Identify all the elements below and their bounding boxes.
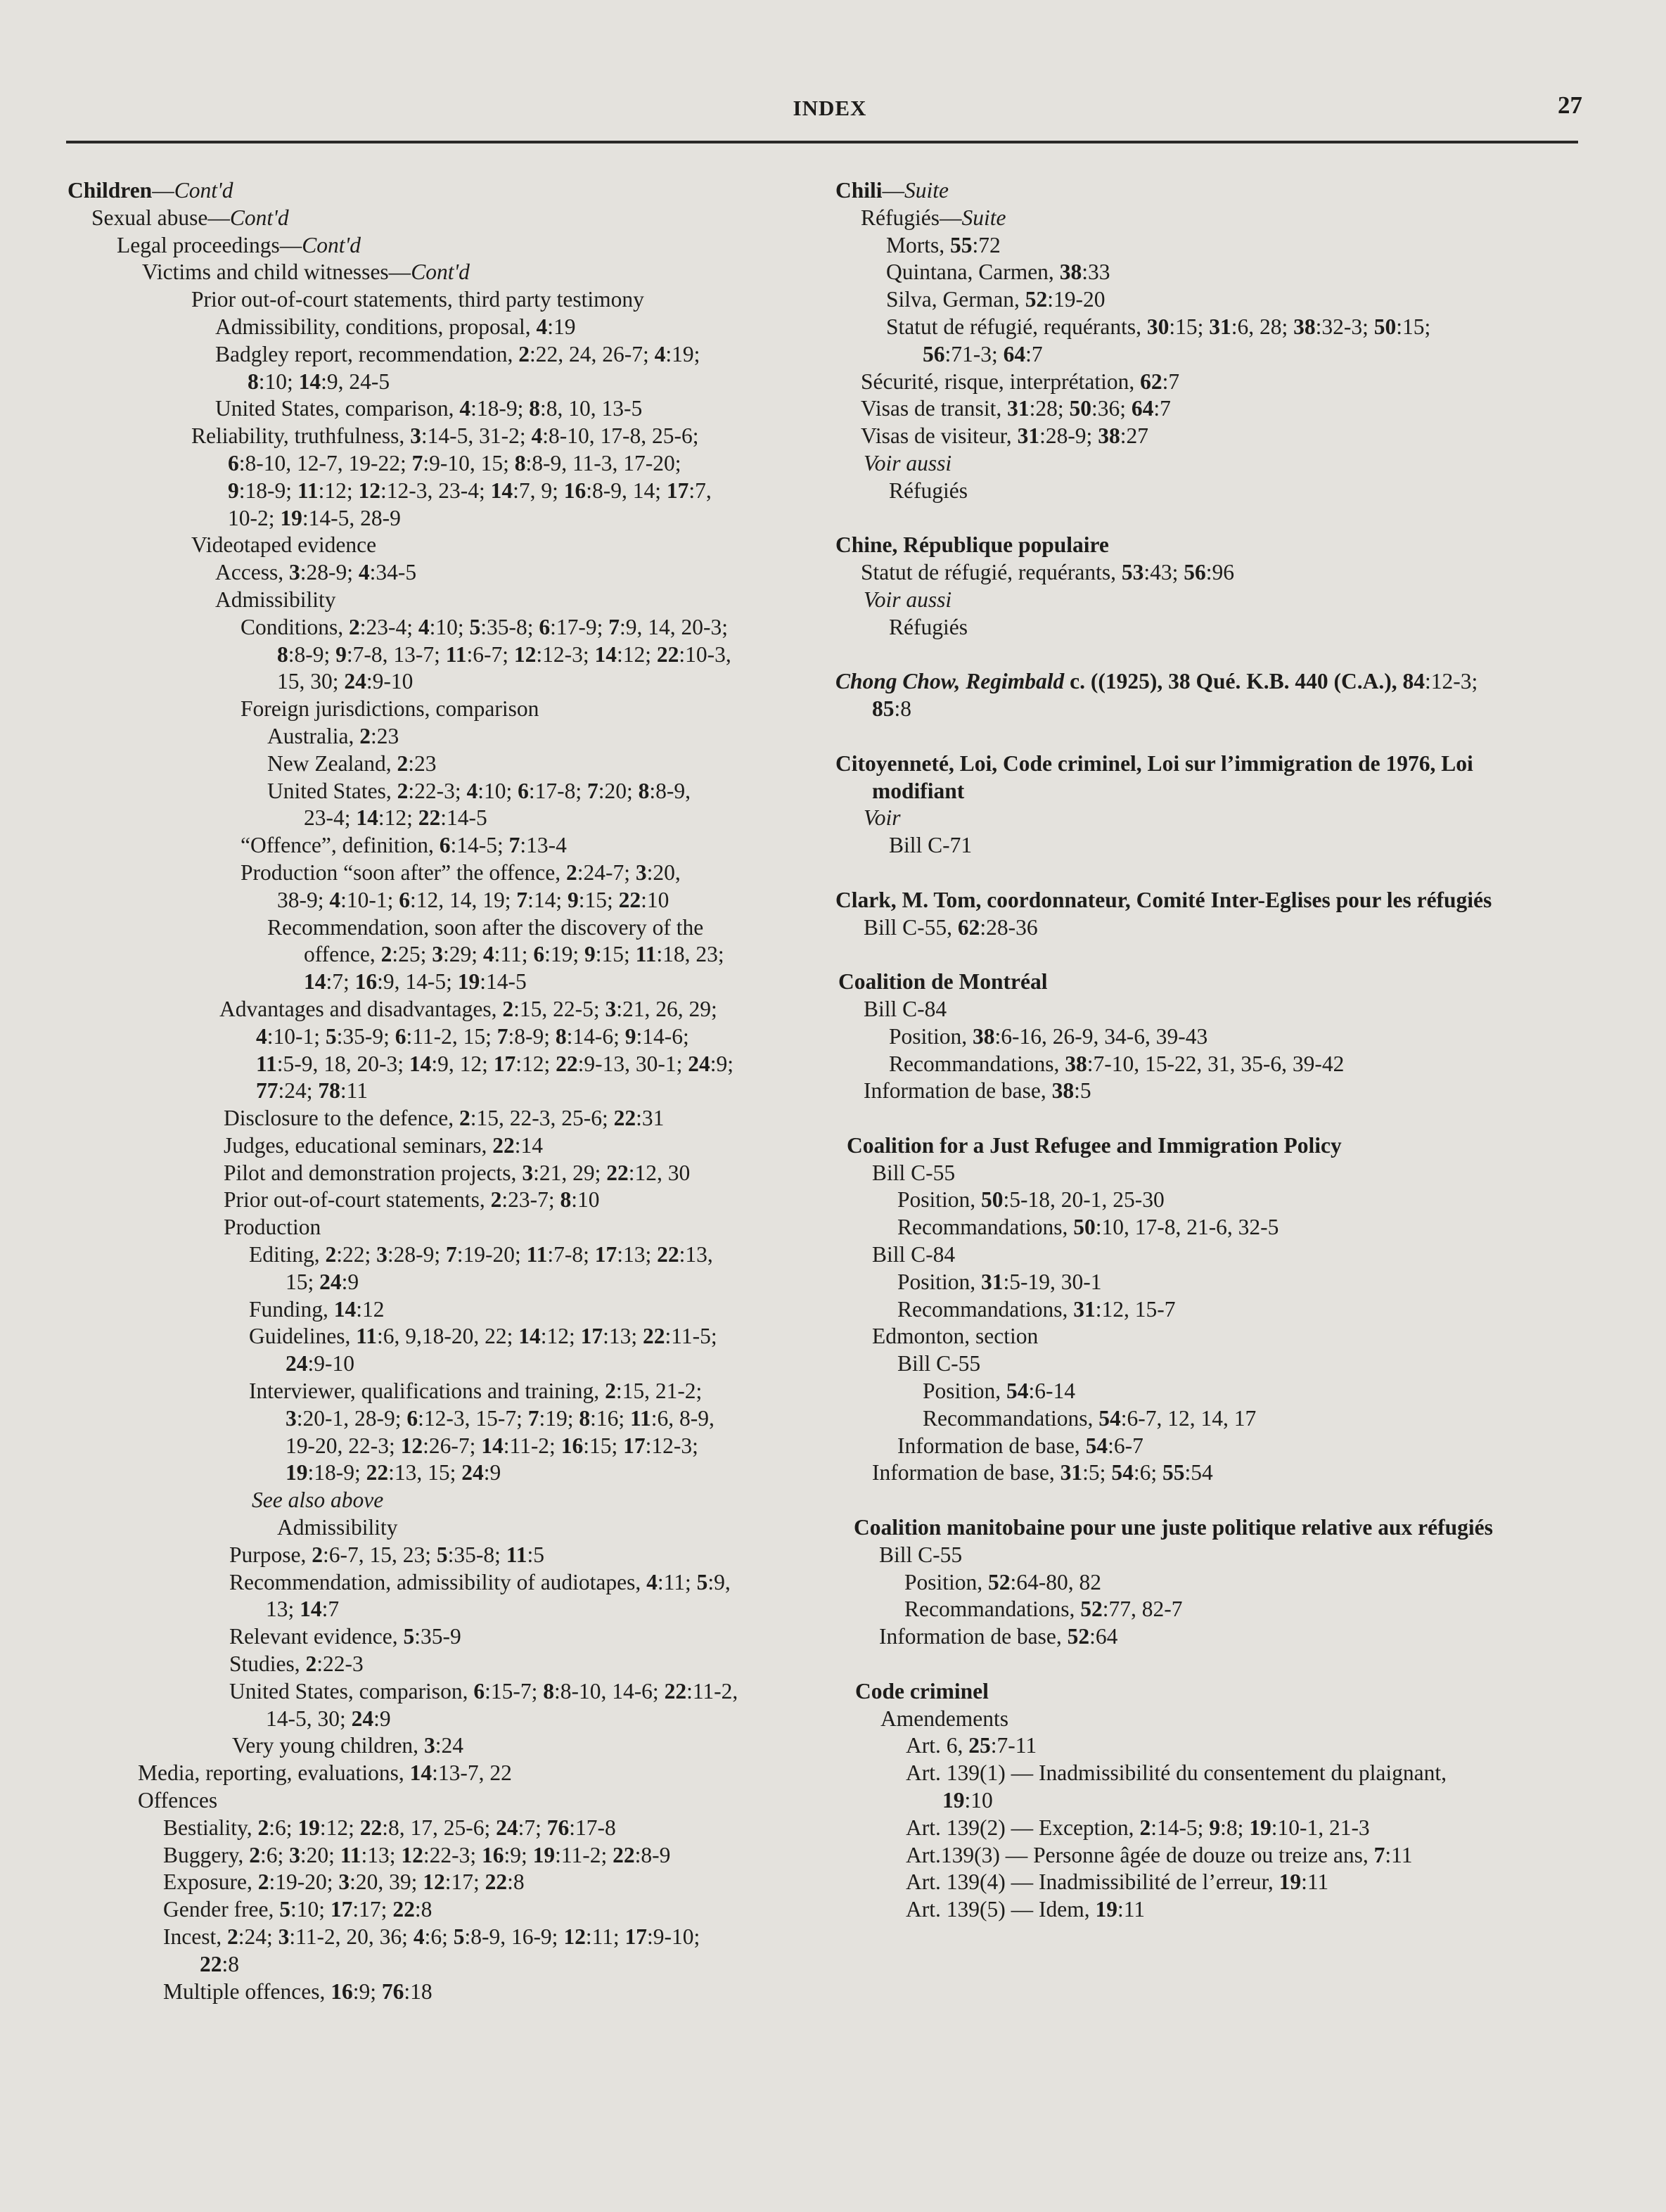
index-entry-line: Bill C-84 bbox=[864, 996, 947, 1021]
index-entry-line: Sexual abuse—Cont'd bbox=[91, 205, 289, 230]
index-entry-line: 14-5, 30; 24:9 bbox=[266, 1706, 391, 1731]
index-entry-line: Art. 139(1) — Inadmissibilité du consentement du plaignant, bbox=[906, 1760, 1447, 1786]
index-entry-line: Very young children, 3:24 bbox=[232, 1733, 463, 1758]
index-entry-line: Legal proceedings—Cont'd bbox=[117, 232, 361, 257]
index-entry-line: Exposure, 2:19-20; 3:20, 39; 12:17; 22:8 bbox=[163, 1869, 525, 1895]
index-entry-line: Citoyenneté, Loi, Code criminel, Loi sur l’immigration de 1976, Loi bbox=[835, 750, 1473, 776]
index-entry-line: Pilot and demonstration projects, 3:21, 29; 22:12, 30 bbox=[224, 1160, 691, 1185]
index-entry-line: Voir bbox=[864, 805, 901, 831]
index-entry-line: Advantages and disadvantages, 2:15, 22-5; 3:21, 26, 29; bbox=[219, 996, 717, 1021]
index-entry-line: Relevant evidence, 5:35-9 bbox=[229, 1624, 461, 1649]
index-entry-line: Réfugiés—Suite bbox=[861, 205, 1006, 230]
index-entry-line: 19-20, 22-3; 12:26-7; 14:11-2; 16:15; 17:12-3; bbox=[286, 1433, 698, 1458]
index-entry-line: 14:7; 16:9, 14-5; 19:14-5 bbox=[304, 969, 527, 995]
index-entry-line: Access, 3:28-9; 4:34-5 bbox=[215, 560, 417, 585]
index-entry-line: Admissibility bbox=[277, 1515, 398, 1540]
index-entry-line: “Offence”, definition, 6:14-5; 7:13-4 bbox=[241, 833, 567, 858]
index-entry-line: 9:18-9; 11:12; 12:12-3, 23-4; 14:7, 9; 16:8-9, 14; 17:7, bbox=[228, 478, 712, 503]
index-entry-line: modifiant bbox=[872, 778, 965, 803]
index-entry-line: Visas de visiteur, 31:28-9; 38:27 bbox=[861, 423, 1148, 449]
index-entry-line: Bill C-55, 62:28-36 bbox=[864, 914, 1038, 940]
index-entry-line: Position, 54:6-14 bbox=[923, 1379, 1076, 1404]
index-entry-line: Information de base, 54:6-7 bbox=[897, 1433, 1143, 1458]
index-entry-line: 13; 14:7 bbox=[266, 1597, 340, 1622]
entry-gap bbox=[835, 641, 1588, 669]
index-entry-line: Admissibility, conditions, proposal, 4:19 bbox=[215, 314, 576, 339]
index-entry-line: United States, 2:22-3; 4:10; 6:17-8; 7:20; 8:8-9, bbox=[267, 778, 691, 803]
index-entry-line: Art.139(3) — Personne âgée de douze ou treize ans, 7:11 bbox=[906, 1842, 1413, 1867]
index-entry-line: Offences bbox=[138, 1788, 218, 1813]
index-entry-line: Gender free, 5:10; 17:17; 22:8 bbox=[163, 1897, 432, 1922]
index-entry-line: Recommandations, 38:7-10, 15-22, 31, 35-6, 39-42 bbox=[889, 1051, 1345, 1076]
index-entry-line: New Zealand, 2:23 bbox=[267, 750, 437, 776]
index-entry-line: Art. 139(5) — Idem, 19:11 bbox=[906, 1897, 1146, 1922]
index-entry-line: Visas de transit, 31:28; 50:36; 64:7 bbox=[861, 396, 1171, 421]
index-entry-line: Foreign jurisdictions, comparison bbox=[241, 696, 539, 722]
index-entry-line: 6:8-10, 12-7, 19-22; 7:9-10, 15; 8:8-9, 11-3, 17-20; bbox=[228, 450, 681, 475]
index-entry-line: Chine, République populaire bbox=[835, 532, 1109, 558]
index-entry-line: 15; 24:9 bbox=[286, 1269, 359, 1294]
index-entry-line: 3:20-1, 28-9; 6:12-3, 15-7; 7:19; 8:16; 11:6, 8-9, bbox=[286, 1405, 715, 1431]
index-entry-line: 77:24; 78:11 bbox=[256, 1078, 368, 1104]
index-entry-line: Amendements bbox=[880, 1706, 1008, 1731]
index-entry-line: Purpose, 2:6-7, 15, 23; 5:35-8; 11:5 bbox=[229, 1542, 545, 1567]
index-column-left bbox=[68, 177, 841, 2005]
index-entry-line: Coalition for a Just Refugee and Immigration Policy bbox=[847, 1132, 1342, 1158]
entry-gap bbox=[835, 1487, 1588, 1514]
index-entry-line: Information de base, 31:5; 54:6; 55:54 bbox=[872, 1460, 1213, 1485]
index-entry-line: Recommandations, 31:12, 15-7 bbox=[897, 1296, 1176, 1322]
index-entry-line: Prior out-of-court statements, third party testimony bbox=[191, 287, 644, 312]
index-entry-line: Judges, educational seminars, 22:14 bbox=[224, 1132, 544, 1158]
index-entry-line: 85:8 bbox=[872, 696, 912, 722]
index-entry-line: 10-2; 19:14-5, 28-9 bbox=[228, 505, 401, 530]
index-entry-line: Position, 38:6-16, 26-9, 34-6, 39-43 bbox=[889, 1023, 1208, 1049]
index-entry-line: Buggery, 2:6; 3:20; 11:13; 12:22-3; 16:9; 19:11-2; 22:8-9 bbox=[163, 1842, 671, 1867]
index-entry-line: United States, comparison, 4:18-9; 8:8, 10, 13-5 bbox=[215, 396, 643, 421]
index-entry-line: Statut de réfugié, requérants, 53:43; 56:96 bbox=[861, 560, 1235, 585]
index-entry-line: Art. 139(2) — Exception, 2:14-5; 9:8; 19:10-1, 21-3 bbox=[906, 1815, 1370, 1840]
index-entry-line: Position, 50:5-18, 20-1, 25-30 bbox=[897, 1187, 1165, 1213]
index-entry-line: 23-4; 14:12; 22:14-5 bbox=[304, 805, 487, 831]
index-entry-line: 15, 30; 24:9-10 bbox=[277, 669, 414, 694]
index-entry-line: offence, 2:25; 3:29; 4:11; 6:19; 9:15; 11:18, 23; bbox=[304, 942, 724, 967]
index-entry-line: Production “soon after” the offence, 2:24-7; 3:20, bbox=[241, 859, 681, 885]
header-rule bbox=[66, 141, 1578, 143]
index-entry-line: Victims and child witnesses—Cont'd bbox=[142, 260, 470, 285]
index-entry-line: Chong Chow, Regimbald c. ((1925), 38 Qué. K.B. 440 (C.A.), 84:12-3; bbox=[835, 669, 1478, 694]
index-entry-line: 24:9-10 bbox=[286, 1351, 354, 1376]
index-entry-line: 56:71-3; 64:7 bbox=[923, 341, 1043, 366]
index-entry-line: Bill C-55 bbox=[872, 1160, 956, 1185]
index-entry-line: Bill C-55 bbox=[897, 1351, 981, 1376]
index-entry-line: 8:8-9; 9:7-8, 13-7; 11:6-7; 12:12-3; 14:12; 22:10-3, bbox=[277, 641, 731, 667]
index-entry-line: Incest, 2:24; 3:11-2, 20, 36; 4:6; 5:8-9, 16-9; 12:11; 17:9-10; bbox=[163, 1924, 700, 1949]
index-entry-line: 4:10-1; 5:35-9; 6:11-2, 15; 7:8-9; 8:14-6; 9:14-6; bbox=[256, 1023, 689, 1049]
index-entry-line: Reliability, truthfulness, 3:14-5, 31-2; 4:8-10, 17-8, 25-6; bbox=[191, 423, 699, 449]
index-entry-line: Bill C-84 bbox=[872, 1242, 956, 1267]
index-column-right bbox=[835, 177, 1588, 1924]
index-entry-line: 22:8 bbox=[200, 1951, 240, 1976]
index-entry-line: Disclosure to the defence, 2:15, 22-3, 25-6; 22:31 bbox=[224, 1106, 665, 1131]
index-entry-line: Position, 52:64-80, 82 bbox=[904, 1569, 1102, 1594]
page-header-title: INDEX bbox=[793, 96, 867, 120]
index-entry-line: Coalition manitobaine pour une juste politique relative aux réfugiés bbox=[854, 1515, 1493, 1540]
index-entry-line: Silva, German, 52:19-20 bbox=[886, 287, 1106, 312]
index-entry-line: Coalition de Montréal bbox=[838, 969, 1048, 995]
page-number: 27 bbox=[1558, 91, 1582, 119]
index-entry-line: Guidelines, 11:6, 9,18-20, 22; 14:12; 17:13; 22:11-5; bbox=[249, 1324, 717, 1349]
index-entry-line: 19:18-9; 22:13, 15; 24:9 bbox=[286, 1460, 501, 1485]
index-entry-line: Code criminel bbox=[855, 1678, 989, 1703]
index-entry-line: Information de base, 38:5 bbox=[864, 1078, 1091, 1104]
index-entry-line: Funding, 14:12 bbox=[249, 1296, 385, 1322]
index-entry-line: Recommandations, 50:10, 17-8, 21-6, 32-5 bbox=[897, 1215, 1279, 1240]
index-entry-line: Recommandations, 54:6-7, 12, 14, 17 bbox=[923, 1405, 1257, 1431]
index-entry-line: Statut de réfugié, requérants, 30:15; 31:6, 28; 38:32-3; 50:15; bbox=[886, 314, 1431, 339]
index-entry-line: Children—Cont'd bbox=[68, 178, 233, 203]
index-entry-line: Clark, M. Tom, coordonnateur, Comité Inter-Eglises pour les réfugiés bbox=[835, 887, 1492, 912]
index-entry-line: Admissibility bbox=[215, 587, 336, 612]
index-entry-line: Recommendation, admissibility of audiotapes, 4:11; 5:9, bbox=[229, 1569, 731, 1594]
index-entry-line: 19:10 bbox=[942, 1788, 993, 1813]
index-entry-line: Australia, 2:23 bbox=[267, 723, 399, 748]
index-entry-line: Voir aussi bbox=[864, 587, 952, 612]
index-entry-line: Réfugiés bbox=[889, 478, 968, 503]
index-entry-line: Recommendation, soon after the discovery of the bbox=[267, 914, 704, 940]
index-entry-line: 8:10; 14:9, 24-5 bbox=[248, 369, 390, 394]
index-entry-line: Bestiality, 2:6; 19:12; 22:8, 17, 25-6; 24:7; 76:17-8 bbox=[163, 1815, 616, 1840]
entry-gap bbox=[835, 505, 1588, 532]
index-entry-line: See also above bbox=[252, 1488, 384, 1513]
index-entry-line: Interviewer, qualifications and training, 2:15, 21-2; bbox=[249, 1379, 703, 1404]
index-entry-line: Information de base, 52:64 bbox=[879, 1624, 1118, 1649]
index-entry-line: Voir aussi bbox=[864, 450, 952, 475]
index-entry-line: Art. 6, 25:7-11 bbox=[906, 1733, 1037, 1758]
index-entry-line: Réfugiés bbox=[889, 614, 968, 639]
index-entry-line: United States, comparison, 6:15-7; 8:8-10, 14-6; 22:11-2, bbox=[229, 1678, 738, 1703]
index-entry-line: Production bbox=[224, 1215, 321, 1240]
index-entry-line: Edmonton, section bbox=[872, 1324, 1039, 1349]
entry-gap bbox=[835, 941, 1588, 968]
entry-gap bbox=[835, 723, 1588, 750]
entry-gap bbox=[835, 1105, 1588, 1132]
entry-gap bbox=[835, 859, 1588, 887]
index-entry-line: Media, reporting, evaluations, 14:13-7, 22 bbox=[138, 1760, 512, 1786]
index-entry-line: Videotaped evidence bbox=[191, 532, 377, 558]
index-entry-line: 11:5-9, 18, 20-3; 14:9, 12; 17:12; 22:9-13, 30-1; 24:9; bbox=[256, 1051, 734, 1076]
index-entry-line: Morts, 55:72 bbox=[886, 232, 1001, 257]
index-entry-line: Prior out-of-court statements, 2:23-7; 8:10 bbox=[224, 1187, 600, 1213]
index-entry-line: 38-9; 4:10-1; 6:12, 14, 19; 7:14; 9:15; 22:10 bbox=[277, 887, 669, 912]
index-entry-line: Badgley report, recommendation, 2:22, 24, 26-7; 4:19; bbox=[215, 341, 700, 366]
index-entry-line: Multiple offences, 16:9; 76:18 bbox=[163, 1978, 432, 2004]
index-entry-line: Chili—Suite bbox=[835, 178, 949, 203]
index-entry-line: Quintana, Carmen, 38:33 bbox=[886, 260, 1110, 285]
index-entry-line: Editing, 2:22; 3:28-9; 7:19-20; 11:7-8; 17:13; 22:13, bbox=[249, 1242, 713, 1267]
index-entry-line: Studies, 2:22-3 bbox=[229, 1651, 364, 1677]
entry-gap bbox=[835, 1651, 1588, 1678]
index-entry-line: Sécurité, risque, interprétation, 62:7 bbox=[861, 369, 1180, 394]
index-entry-line: Conditions, 2:23-4; 4:10; 5:35-8; 6:17-9; 7:9, 14, 20-3; bbox=[241, 614, 729, 639]
index-entry-line: Recommandations, 52:77, 82-7 bbox=[904, 1597, 1183, 1622]
index-entry-line: Bill C-71 bbox=[889, 833, 973, 858]
index-entry-line: Bill C-55 bbox=[879, 1542, 963, 1567]
index-entry-line: Position, 31:5-19, 30-1 bbox=[897, 1269, 1102, 1294]
index-entry-line: Art. 139(4) — Inadmissibilité de l’erreur, 19:11 bbox=[906, 1869, 1329, 1895]
